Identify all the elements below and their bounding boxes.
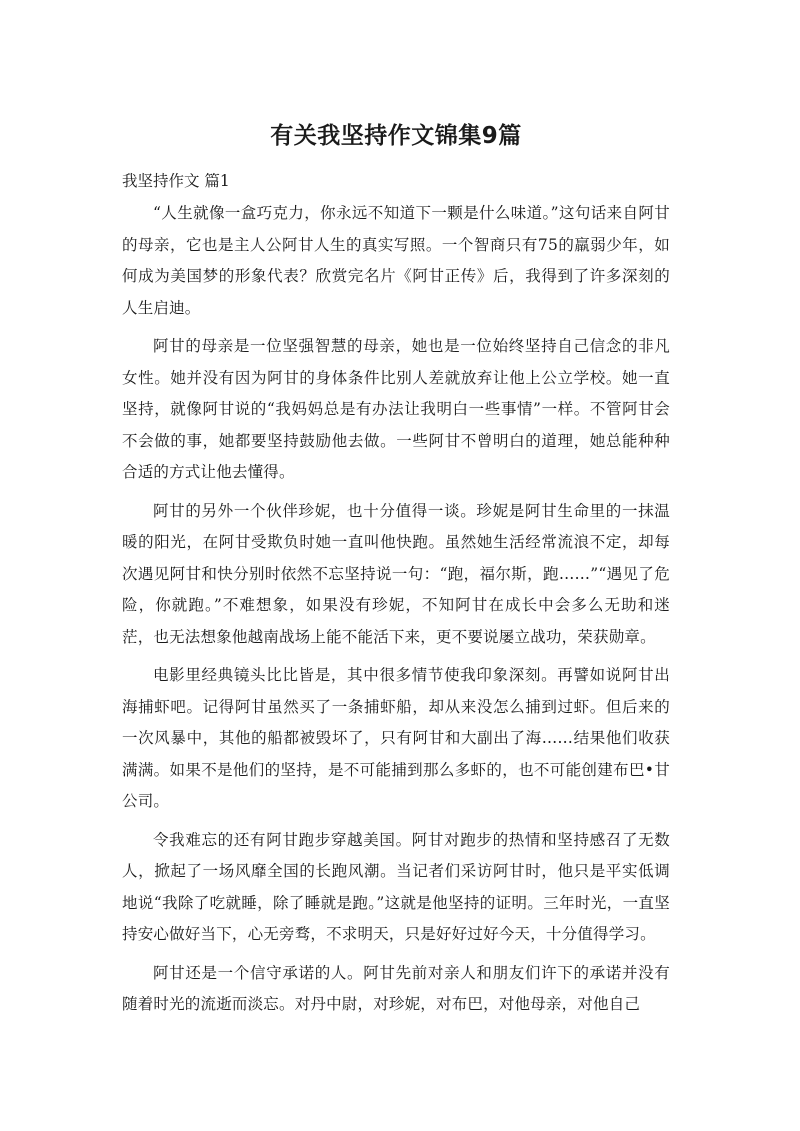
paragraph-6: 阿甘还是一个信守承诺的人。阿甘先前对亲人和朋友们许下的承诺并没有随着时光的流逝而淡忘。对丹中尉，对珍妮，对布巴，对他母亲，对他自己: [122, 963, 670, 1013]
paragraph-5: 令我难忘的还有阿甘跑步穿越美国。阿甘对跑步的热情和坚持感召了无数人，掀起了一场风靡全国的长跑风潮。当记者们采访阿甘时，他只是平实低调地说“我除了吃就睡，除了睡就是跑。”这就是他坚持的证明。三年时光，一直坚持安心做好当下，心无旁骛，不求明天，只是好好过好今天，十分值得学习。: [122, 830, 670, 943]
document-title: 有关我坚持作文锦集9篇: [270, 123, 522, 149]
section-label: 我坚持作文 篇1: [122, 172, 230, 190]
paragraph-3: 阿甘的另外一个伙伴珍妮，也十分值得一谈。珍妮是阿甘生命里的一抹温暖的阳光，在阿甘受欺负时她一直叫他快跑。虽然她生活经常流浪不定，却每次遇见阿甘和快分别时依然不忘坚持说一句：“跑，福尔斯，跑……”“遇见了危险，你就跑。”不难想象，如果没有珍妮，不知阿甘在成长中会多么无助和迷茫，也无法想象他越南战场上能不能活下来，更不要说屡立战功，荣获勋章。: [122, 501, 670, 646]
paragraph-2: 阿甘的母亲是一位坚强智慧的母亲，她也是一位始终坚持自己信念的非凡女性。她并没有因为阿甘的身体条件比别人差就放弃让他上公立学校。她一直坚持，就像阿甘说的“我妈妈总是有办法让我明白一些事情”一样。不管阿甘会不会做的事，她都要坚持鼓励他去做。一些阿甘不曾明白的道理，她总能种种合适的方式让他去懂得。: [122, 337, 670, 481]
paragraph-1: “人生就像一盒巧克力，你永远不知道下一颗是什么味道。”这句话来自阿甘的母亲，它也是主人公阿甘人生的真实写照。一个智商只有75的羸弱少年，如何成为美国梦的形象代表？欣赏完名片《阿甘正传》后，我得到了许多深刻的人生启迪。: [122, 204, 670, 317]
paragraph-4: 电影里经典镜头比比皆是，其中很多情节使我印象深刻。再譬如说阿甘出海捕虾吧。记得阿甘虽然买了一条捕虾船，却从来没怎么捕到过虾。但后来的一次风暴中，其他的船都被毁坏了，只有阿甘和大副出了海……结果他们收获满满。如果不是他们的坚持，是不可能捕到那么多虾的，也不可能创建布巴•甘公司。: [122, 666, 670, 810]
document-page: [122, 118, 670, 1028]
